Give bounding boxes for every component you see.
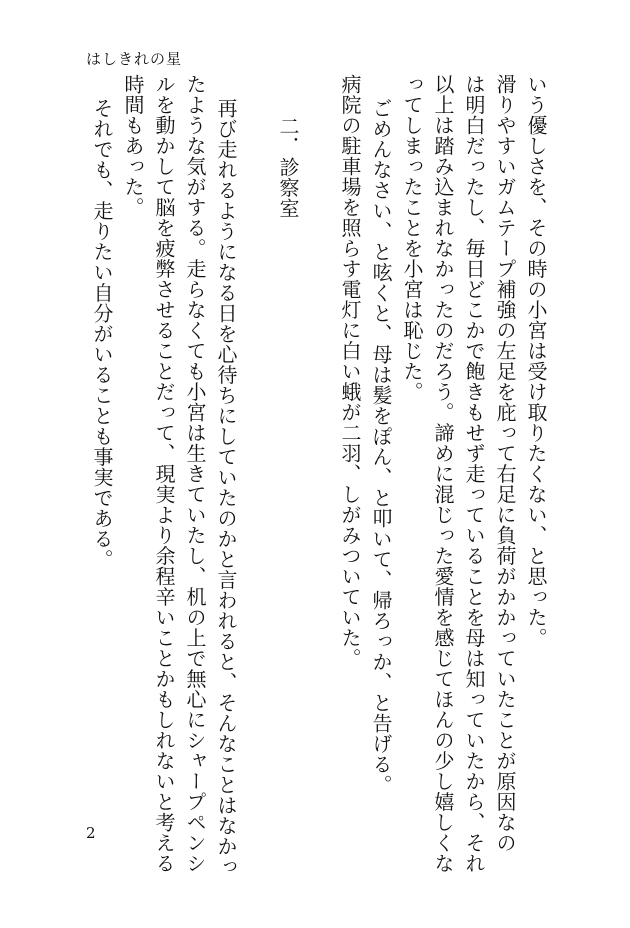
text-line: ってしまったことを小宮は恥じた。 [400, 74, 424, 402]
text-line: は明白だったし、毎日どこかで飽きもせず走っていることを母は知っていたから、それ [462, 74, 486, 874]
text-line: それでも、走りたい自分がいることも事実である。 [90, 98, 114, 570]
text-line: いう優しさを、その時の小宮は受け取りたくない、と思った。 [524, 74, 548, 648]
text-line: 病院の駐車場を照らす電灯に白い蛾が二羽、しがみついていた。 [338, 74, 362, 669]
text-line [244, 78, 270, 818]
text-line: 再び走れるようになる日を心待ちにしていたのかと言われると、そんなことはなかっ [214, 98, 238, 877]
section-heading: 二．診察室 [276, 116, 300, 219]
text-line: ルを動かして脳を疲弊させることだって、現実より余程辛いことかもしれないと考える [152, 74, 176, 874]
page-number: 2 [86, 824, 96, 842]
text-line: ごめんなさい、と呟くと、母は髪をぽん、と叩いて、帰ろっか、と告げる。 [369, 98, 393, 795]
running-head: はしきれの星 [86, 50, 183, 68]
text-line: 時間もあった。 [121, 74, 145, 218]
text-line: 以上は踏み込まれなかったのだろう。諦めに混じった愛情を感じてほんの少し嬉しくな [431, 74, 455, 874]
text-line: 滑りやすいガムテープ補強の左足を庇って右足に負荷がかかっていたことが原因なの [493, 74, 517, 853]
text-line: たような気がする。走らなくても小宮は生きていたし、机の上で無心にシャープペンシ [183, 74, 207, 874]
text-line [306, 78, 332, 818]
